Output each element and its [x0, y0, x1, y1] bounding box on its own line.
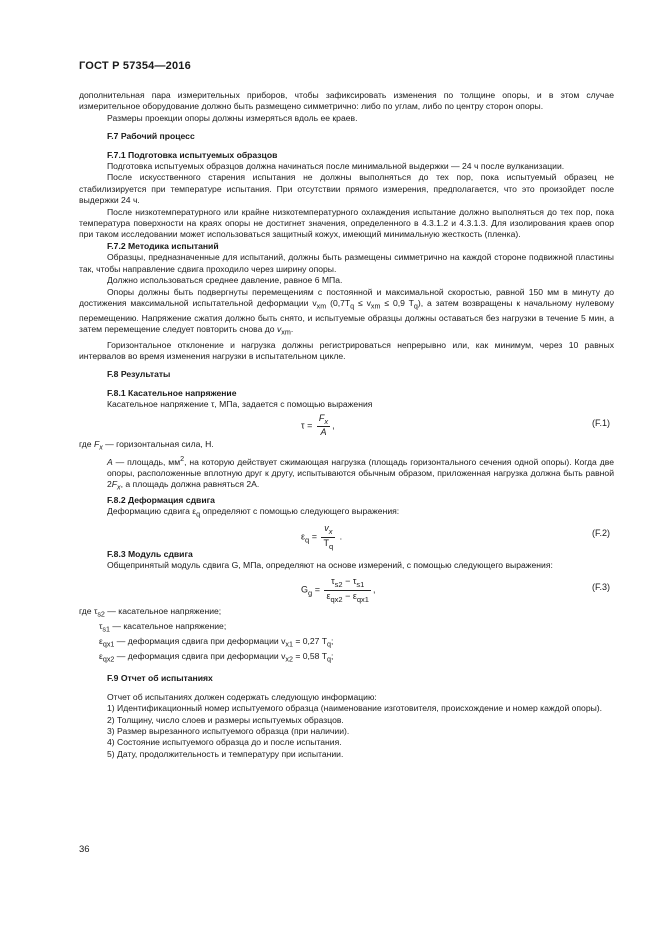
list-item: 4) Состояние испытуемого образца до и после испытания. [107, 737, 342, 748]
document-header: ГОСТ Р 57354—2016 [79, 60, 191, 72]
where-list-item: $\varepsilon_{qx1}$ — деформация сдвига при деформации $v_{x1} = 0,27$ $T_q$; [99, 636, 334, 649]
section-heading-f9: F.9 Отчет об испытаниях [107, 673, 213, 684]
equation-number: (F.3) [592, 581, 610, 592]
paragraph-with-formula: Опоры должны быть подвергнуты перемещениям с постоянной и максимальной скоростью, равной 150 мм в минуту до достижения максимальной испытательной деформации $v_{xm}$ ($0,7T_q \le v_{xm} \le 0,9$ $T_q$), а затем возвращены к начальному нулевому перемещению. Напряжение сжатия должно быть снято, и испытуемые образцы должны оставаться без нагрузки в течение 5 мин, а затем перемещение следует повторить снова до $v_{xm}$. [79, 286, 614, 338]
section-heading-f83: F.8.3 Модуль сдвига [107, 549, 193, 560]
paragraph: Должно использоваться среднее давление, равное 6 МПа. [107, 275, 343, 286]
section-heading-f7: F.7 Рабочий процесс [107, 131, 195, 142]
paragraph: дополнительная пара измерительных приборов, чтобы зафиксировать изменения по толщине опоры, и в этом случае измерительное оборудование должно быть размещено симметрично: либо по углам, либо по центру сторон опоры. [79, 90, 614, 112]
page-content [79, 90, 614, 760]
page-number: 36 [79, 844, 90, 855]
where-list-item: $\varepsilon_{qx2}$ — деформация сдвига при деформации $v_{x2} = 0,58$ $T_q$; [99, 651, 334, 664]
paragraph: Касательное напряжение τ, МПа, задается с помощью выражения [107, 399, 373, 410]
paragraph: Размеры проекции опоры должны измеряться вдоль ее краев. [107, 112, 358, 123]
paragraph: Отчет об испытаниях должен содержать следующую информацию: [107, 691, 377, 702]
paragraph: После искусственного старения испытания не должны выполняться до тех пор, пока испытуемый образец не стабилизируется при температуре испытания. При отсутствии прямого измерения, предполагается, что это произойдет после выдержки 24 ч. [79, 172, 614, 206]
list-item: 5) Дату, продолжительность и температуру при испытании. [107, 748, 344, 759]
paragraph: После низкотемпературного или крайне низкотемпературного охлаждения испытание должно выполняться до тех пор, пока температура поверхности на краях опоры не достигнет значения, определенного в 4.3.1.2 и 4.3.1.3. Для изолирования краев опор при таком исследовании может использоваться защитный кожух, имеющий минимальную жесткость (пленка). [79, 206, 614, 240]
equation-number: (F.2) [592, 528, 610, 539]
where-clause: A — площадь, $мм^2$, на которую действует сжимающая нагрузка (площадь горизонтального сечения одной опоры). Когда две опоры, расположенные вплотную друг к другу, испытываются обычным образом, приложенная нагрузка должна быть равной $2F_x$, а площадь должна равняться 2A. [107, 454, 614, 493]
equation-number: (F.1) [592, 417, 610, 428]
where-list-item: $\tau_{s1}$ — касательное напряжение; [99, 620, 227, 634]
equation-f2: $\varepsilon_q$ = $\frac{v_x}{T_q}$ . (F.2) [301, 523, 610, 551]
section-heading-f72: F.7.2 Методика испытаний [107, 240, 219, 251]
where-list-item: где $\tau_{s2}$ — касательное напряжение; [79, 605, 222, 619]
section-heading-f8: F.8 Результаты [107, 369, 171, 380]
paragraph: Подготовка испытуемых образцов должна начинаться после минимальной выдержки — 24 ч после вулканизации. [107, 161, 565, 172]
paragraph: Горизонтальное отклонение и нагрузка должны регистрироваться непрерывно или, как минимум, через 10 равных интервалов во время изменения нагрузки в испытательном цикле. [79, 339, 614, 361]
paragraph: Образцы, предназначенные для испытаний, должны быть размещены симметрично на каждой стороне подвижной пластины так, чтобы направление сдвига проходило через ширину опоры. [79, 252, 614, 274]
section-heading-f71: F.7.1 Подготовка испытуемых образцов [107, 149, 278, 160]
paragraph-with-formula: Деформацию сдвига $\varepsilon_q$ определяют с помощью следующего выражения: [107, 505, 400, 519]
list-item: 1) Идентификационный номер испытуемого образца (наименование изготовителя, происхождение и номер каждой опоры). [107, 703, 603, 714]
where-clause: где $F_x$ — горизонтальная сила, Н. [79, 438, 214, 452]
list-item: 2) Толщину, число слоев и размеры испытуемых образцов. [107, 714, 344, 725]
section-heading-f81: F.8.1 Касательное напряжение [107, 387, 237, 398]
equation-f1: τ = $\frac{F_x}{A}$ , (F.1) [301, 412, 610, 438]
equation-f3: $G_g$ = $\frac{\tau_{s2} - \tau_{s1}}{\varepsilon_{qx2} - \varepsilon_{qx1}}$ , (F.3) [301, 575, 610, 604]
paragraph: Общепринятый модуль сдвига G, МПа, определяют на основе измерений, с помощью следующего выражения: [107, 560, 553, 571]
section-heading-f82: F.8.2 Деформация сдвига [107, 494, 215, 505]
list-item: 3) Размер вырезанного испытуемого образца (при наличии). [107, 725, 350, 736]
